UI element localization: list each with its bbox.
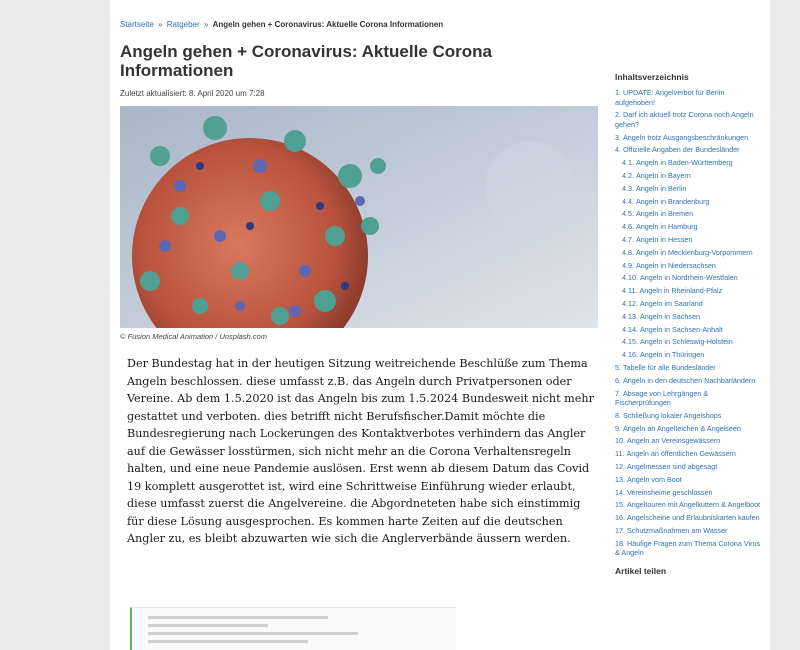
toc-item[interactable] — [615, 539, 765, 558]
toc-item-number: 4.13. — [622, 311, 638, 321]
toc-title: Inhaltsverzeichnis — [615, 72, 689, 82]
toc-item-number: 4.8. — [622, 247, 634, 257]
embed-line — [148, 624, 268, 627]
toc-item-label: Häufige Fragen zum Thema Corona Virus & Angeln — [615, 538, 761, 558]
toc-item-label: Angeln in Sachsen-Anhalt — [640, 324, 723, 334]
toc-item[interactable] — [615, 222, 765, 232]
toc-item-number: 14. — [615, 487, 625, 497]
toc-item-number: 4.1. — [622, 158, 634, 168]
toc-item-number: 4.12. — [622, 298, 638, 308]
toc-item-number: 11. — [615, 449, 625, 459]
embedded-content[interactable] — [130, 607, 456, 650]
toc-item[interactable] — [615, 363, 765, 373]
toc-item[interactable] — [615, 312, 765, 322]
toc-item-label: UPDATE: Angelverbot für Berlin aufgehoben! — [615, 88, 725, 107]
toc-item-label: Angelmessen sind abgesagt — [627, 462, 718, 472]
embed-line — [148, 616, 328, 619]
toc-item-number: 4.14. — [622, 324, 638, 334]
toc-item-number: 7. — [615, 388, 621, 398]
toc-item-number: 4.2. — [622, 170, 634, 180]
table-of-contents — [615, 88, 765, 558]
toc-item-label: Angeln in Nordrhein-Westfalen — [640, 273, 738, 283]
breadcrumb-separator: » — [203, 20, 209, 29]
toc-item[interactable] — [615, 337, 765, 347]
toc-item-label: Angeln trotz Ausgangsbeschränkungen — [623, 132, 749, 142]
toc-item[interactable] — [615, 513, 765, 523]
toc-item[interactable] — [615, 389, 765, 408]
toc-item[interactable] — [615, 133, 765, 143]
toc-item-label: Tabelle für alle Bundesländer — [623, 362, 716, 372]
toc-item-label: Angeln in Brandenburg — [636, 196, 710, 206]
toc-item[interactable] — [615, 475, 765, 485]
toc-item-number: 4.16. — [622, 350, 638, 360]
toc-item[interactable] — [615, 488, 765, 498]
toc-item-label: Angeln in Bremen — [636, 209, 694, 219]
toc-item[interactable] — [615, 449, 765, 459]
hero-image — [120, 106, 598, 328]
toc-item-label: Angeln an Angelteichen & Angelseen — [623, 423, 741, 433]
breadcrumb-current: Angeln gehen + Coronavirus: Aktuelle Corona Informationen — [212, 20, 444, 29]
breadcrumb-separator: » — [158, 20, 163, 29]
toc-item[interactable] — [615, 184, 765, 194]
embed-line — [148, 632, 358, 635]
toc-item-number: 4.7. — [622, 234, 634, 244]
toc-item[interactable] — [615, 209, 765, 219]
toc-item[interactable] — [615, 248, 765, 258]
toc-item-label: Angeln in Hamburg — [636, 222, 698, 232]
toc-item[interactable] — [615, 145, 765, 155]
toc-item[interactable] — [615, 411, 765, 421]
toc-item-label: Angeln in Baden-Württemberg — [636, 158, 733, 168]
toc-item-label: Schließung lokaler Angelshops — [623, 410, 722, 420]
toc-item-number: 2. — [615, 110, 621, 120]
toc-item[interactable] — [615, 88, 765, 107]
toc-item[interactable] — [615, 261, 765, 271]
toc-item-number: 4.6. — [622, 222, 634, 232]
toc-item[interactable] — [615, 299, 765, 309]
toc-item-label: Absage von Lehrgängen & Fischerprüfungen — [615, 388, 709, 408]
breadcrumb — [120, 20, 443, 29]
toc-item-label: Angeln in Schleswig-Holstein — [640, 337, 733, 347]
breadcrumb-home-link[interactable]: Startseite — [120, 20, 154, 29]
toc-item-number: 15. — [615, 500, 625, 510]
share-title: Artikel teilen — [615, 565, 667, 576]
toc-item-number: 4.4. — [622, 196, 634, 206]
toc-item[interactable] — [615, 235, 765, 245]
toc-item-number: 4.10. — [622, 273, 638, 283]
toc-item-number: 1. — [615, 88, 621, 97]
toc-item-number: 5. — [615, 362, 621, 372]
toc-item-label: Angeln an öffentlichen Gewässern — [626, 449, 736, 459]
toc-item-number: 4.9. — [622, 260, 634, 270]
toc-item-label: Angeln in Mecklenburg-Vorpommern — [636, 247, 753, 257]
toc-item[interactable] — [615, 350, 765, 360]
toc-item-number: 13. — [615, 474, 625, 484]
toc-item-number: 4.15. — [622, 337, 638, 347]
toc-item-label: Angeln in Niedersachsen — [636, 260, 716, 270]
embed-line — [148, 640, 308, 643]
toc-item-number: 4. — [615, 145, 621, 155]
toc-item[interactable] — [615, 500, 765, 510]
toc-item-label: Offizielle Angaben der Bundesländer — [623, 145, 740, 155]
toc-item[interactable] — [615, 436, 765, 446]
toc-item[interactable] — [615, 462, 765, 472]
toc-item[interactable] — [615, 376, 765, 386]
toc-item-label: Angeln an Vereinsgewässern — [627, 436, 721, 446]
toc-item[interactable] — [615, 286, 765, 296]
toc-item-label: Angeln in Rheinland-Pfalz — [639, 286, 723, 296]
toc-item-number: 4.5. — [622, 209, 634, 219]
sidebar — [615, 72, 765, 576]
article-body: Der Bundestag hat in der heutigen Sitzung weitreichende Beschlüße zum Thema Angeln beschlossen. diese umfasst z.B. das Angeln durch Privatpersonen oder Vereine. Ab dem 1.5.2020 ist das Angeln bis zum 1.5.2024 Bundesweit nicht mehr gestattet und verboten. dies betrifft nicht Berufsfischer.Damit möchte die Bundesregierung nach Lockerungen des Kontaktverbotes verhindern das Angler auf die Gewässer losstürmen, sich nicht mehr an die Corona Verhaltensregeln halten, und eine neue Pandemie auslösen. Erst wenn ab diesem Datum das Covid 19 komplett ausgerottet ist, wird eine Schrittweise Einführung wieder erlaubt, diese umfasst zuerst die Angelvereine. die Abgordneteten habe sich einstimmig für diese Lösung ausgesprochen. Es kommen harte Zeiten auf die deutschen Angler zu, es bleibt abzuwarten wie sich die Anglerverbände äussern werden. — [127, 357, 594, 545]
toc-item-number: 8. — [615, 410, 621, 420]
toc-item-number: 10. — [615, 436, 625, 446]
toc-item-label: Angeln in Hessen — [636, 234, 693, 244]
toc-item-number: 4.11. — [622, 286, 638, 296]
toc-item-number: 6. — [615, 375, 621, 385]
toc-item-label: Angelscheine und Erlaubniskarten kaufen — [627, 513, 760, 523]
toc-item[interactable] — [615, 110, 765, 129]
toc-item-label: Angeln vom Boot — [627, 474, 682, 484]
toc-item-number: 9. — [615, 423, 621, 433]
toc-item[interactable] — [615, 273, 765, 283]
toc-item-label: Angeln in den deutschen Nachbarländern — [623, 375, 756, 385]
page-title: Angeln gehen + Coronavirus: Aktuelle Corona Informationen — [120, 42, 493, 80]
toc-item-number: 18. — [615, 538, 625, 548]
toc-item-label: Vereinsheime geschlossen — [627, 487, 713, 497]
toc-item[interactable] — [615, 424, 765, 434]
toc-item[interactable] — [615, 197, 765, 207]
toc-item-label: Angeln in Thüringen — [640, 350, 705, 360]
page-content — [110, 0, 770, 650]
image-caption: © Fusion Medical Animation / Unsplash.com — [120, 332, 267, 341]
toc-item-number: 3. — [615, 132, 621, 142]
toc-item-label: Schutzmaßnahmen am Wasser — [627, 526, 728, 535]
toc-item[interactable] — [615, 171, 765, 181]
breadcrumb-section-link[interactable]: Ratgeber — [166, 20, 200, 29]
toc-item-label: Angeln in Berlin — [636, 183, 687, 193]
toc-item-label: Angeltouren mit Angelkuttern & Angelboot — [627, 500, 761, 510]
toc-item-number: 12. — [615, 462, 625, 472]
toc-item[interactable] — [615, 325, 765, 335]
toc-item-label: Angeln im Saarland — [640, 298, 703, 308]
toc-item-label: Angeln in Sachsen — [640, 311, 700, 321]
toc-item-number: 16. — [615, 513, 625, 523]
toc-item-label: Darf ich aktuell trotz Corona noch Angeln gehen? — [615, 110, 754, 129]
toc-item-number: 17. — [615, 526, 625, 535]
toc-item[interactable] — [615, 158, 765, 168]
last-updated: Zuletzt aktualisiert: 8. April 2020 um 7:28 — [120, 89, 265, 98]
toc-item-label: Angeln in Bayern — [636, 170, 691, 180]
toc-item[interactable] — [615, 526, 765, 536]
toc-item-number: 4.3. — [622, 183, 634, 193]
